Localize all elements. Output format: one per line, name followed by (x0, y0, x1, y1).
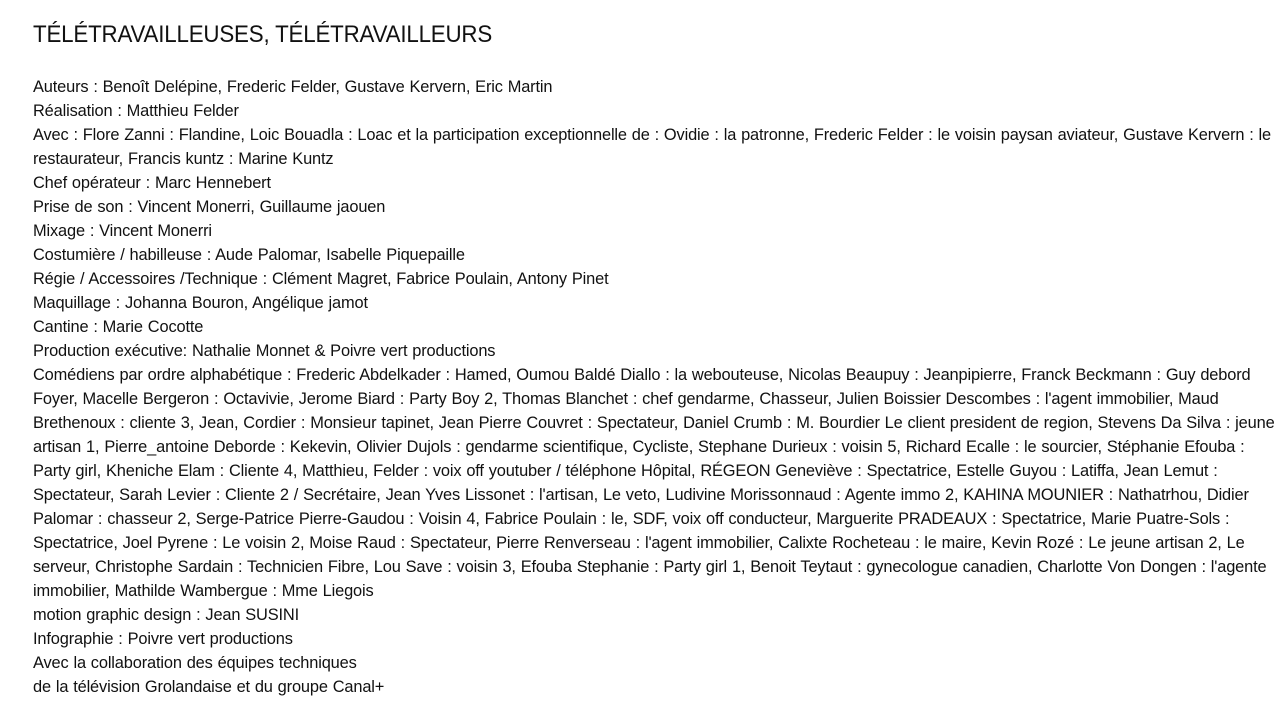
page-title: TÉLÉTRAVAILLEUSES, TÉLÉTRAVAILLEURS (33, 21, 493, 48)
credit-mixing: Mixage : Vincent Monerri (33, 222, 212, 240)
credit-authors: Auteurs : Benoît Delépine, Frederic Felder, Gustave Kervern, Eric Martin (33, 78, 553, 96)
credit-executive-production: Production exécutive: Nathalie Monnet & Poivre vert productions (33, 342, 496, 360)
credit-makeup: Maquillage : Johanna Bouron, Angélique jamot (33, 294, 368, 312)
credit-sound: Prise de son : Vincent Monerri, Guillaume jaouen (33, 198, 386, 216)
credit-motion-design: motion graphic design : Jean SUSINI (33, 606, 300, 624)
credit-collaboration: Avec la collaboration des équipes techniques (33, 654, 357, 672)
credit-infographics: Infographie : Poivre vert productions (33, 630, 293, 648)
credit-direction: Réalisation : Matthieu Felder (33, 102, 239, 120)
credits-list (33, 75, 1278, 699)
credit-cast-alphabetical: Comédiens par ordre alphabétique : Frederic Abdelkader : Hamed, Oumou Baldé Diallo : la webouteuse, Nicolas Beaupuy : Jeanpipierre, Franck Beckmann : Guy debord Foyer, Macelle Bergeron : Octavivie, Jerome Biard : Party Boy 2, Thomas Blanchet : chef gendarme, Chasseur, Julien Boissier Descombes : l'agent immobilier, Maud Brethenoux : cliente 3, Jean, Cordier : Monsieur tapinet, Jean Pierre Couvret : Spectateur, Daniel Crumb : M. Bourdier Le client president de region, Stevens Da Silva : jeune artisan 1, Pierre_antoine Deborde : Kekevin, Olivier Dujols : gendarme scientifique, Cycliste, Stephane Durieux : voisin 5, Richard Ecalle : le sourcier, Stéphanie Efouba : Party girl, Kheniche Elam : Cliente 4, Matthieu, Felder : voix off youtuber / téléphone Hôpital, RÉGEON Geneviève : Spectatrice, Estelle Guyou : Latiffa, Jean Lemut : Spectateur, Sarah Levier : Cliente 2 / Secrétaire, Jean Yves Lissonet : l'artisan, Le veto, Ludivine Morissonnaud : Agente immo 2, KAHINA MOUNIER : Nathatrhou, Didier Palomar : chasseur 2, Serge-Patrice Pierre-Gaudou : Voisin 4, Fabrice Poulain : le, SDF, voix off conducteur, Marguerite PRADEAUX : Spectatrice, Marie Puatre-Sols : Spectatrice, Joel Pyrene : Le voisin 2, Moise Raud : Spectateur, Pierre Renverseau : l'agent immobilier, Calixte Rocheteau : le maire, Kevin Rozé : Le jeune artisan 2, Le serveur, Christophe Sardain : Technicien Fibre, Lou Save : voisin 3, Efouba Stephanie : Party girl 1, Benoit Teytaut : gynecologue canadien, Charlotte Von Dongen : l'agente immobilier, Mathilde Wambergue : Mme Liegois (33, 366, 1275, 600)
credit-cinematographer: Chef opérateur : Marc Hennebert (33, 174, 271, 192)
credit-catering: Cantine : Marie Cocotte (33, 318, 204, 336)
credit-cast-featured: Avec : Flore Zanni : Flandine, Loic Bouadla : Loac et la participation exceptionnelle de : Ovidie : la patronne, Frederic Felder : le voisin paysan aviateur, Gustave Kervern : le restaurateur, Francis kuntz : Marine Kuntz (33, 126, 1272, 168)
credit-props-technical: Régie / Accessoires /Technique : Clément Magret, Fabrice Poulain, Antony Pinet (33, 270, 609, 288)
credit-costume: Costumière / habilleuse : Aude Palomar, Isabelle Piquepaille (33, 246, 465, 264)
credit-collaboration-cont: de la télévision Grolandaise et du groupe Canal+ (33, 678, 385, 696)
